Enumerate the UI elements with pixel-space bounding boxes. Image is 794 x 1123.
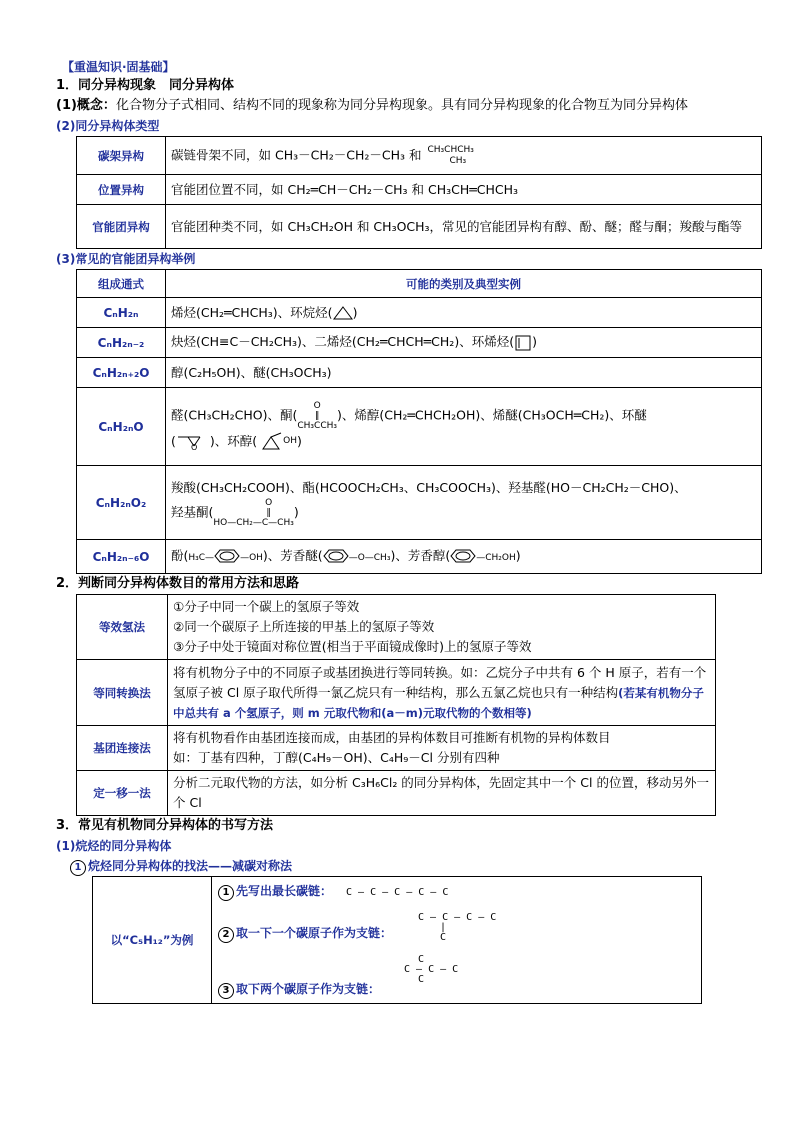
type-desc-text: 碳链骨架不同，如 CH₃－CH₂－CH₂－CH₃ 和 bbox=[171, 147, 422, 162]
general-formula: CₙH₂ₙO₂ bbox=[77, 466, 166, 540]
section-1-title: 1．同分异构现象 同分异构体 bbox=[56, 78, 235, 93]
branch-carbon: C bbox=[418, 974, 425, 985]
examples-text: )、芳香醚( bbox=[262, 547, 323, 563]
table-row bbox=[77, 771, 716, 816]
hk-o: O bbox=[265, 497, 273, 508]
isobutane-bot: CH₃ bbox=[449, 155, 467, 166]
isomer-types-table bbox=[76, 136, 762, 249]
hydroxyketone-structure: O ‖ HO—CH₂—C—CH₃ bbox=[213, 497, 294, 528]
alkane-sub-label: (1)烷烃的同分异构体 bbox=[56, 839, 172, 853]
alcohol-group: —CH₂OH bbox=[476, 552, 516, 563]
page-header: 【重温知识·固基础】 bbox=[62, 60, 175, 74]
table-row bbox=[77, 466, 762, 540]
step-1 bbox=[218, 881, 695, 911]
step-text: 取下两个碳原子作为支链： bbox=[236, 982, 381, 996]
method-line: 将有机物看作由基团连接而成，由基团的异构体数目可推断有机物的异构体数目 bbox=[173, 730, 611, 745]
carbon-chain: C — C — C bbox=[404, 964, 459, 975]
examples-text: 羟基酮( bbox=[171, 504, 214, 519]
step-text: 先写出最长碳链： bbox=[236, 884, 333, 898]
ring-oh-label: OH bbox=[283, 435, 298, 446]
method-line: 如：丁基有四种，丁醇(C₄H₉－OH)、C₄H₉－Cl 分别有四种 bbox=[173, 750, 500, 765]
isobutane-top: CH₃CHCH₃ bbox=[427, 144, 474, 155]
method-line: ②同一个碳原子上所连接的甲基上的氢原子等效 bbox=[173, 619, 435, 634]
circle-number: 1 bbox=[70, 860, 86, 876]
general-formula: CₙH₂ₙ₊₂O bbox=[77, 358, 166, 388]
table-row bbox=[77, 388, 762, 466]
phenol-methyl: H₃C— bbox=[188, 552, 215, 563]
benzene-ring-icon bbox=[214, 548, 240, 564]
table-row bbox=[77, 328, 762, 358]
method-line: ③分子中处于镜面对称位置(相当于平面镜成像时)上的氢原子等效 bbox=[173, 639, 532, 654]
method-desc: 分析二元取代物的方法，如分析 C₃H₆Cl₂ 的同分异构体，先固定其中一个 Cl 的位置，移动另外一个 Cl bbox=[168, 771, 716, 816]
examples-text: )、烯醇(CH₂═CHCH₂OH)、烯醚(CH₃OCH═CH₂)、环醚 bbox=[336, 407, 647, 422]
ketone-chain: CH₃CCH₃ bbox=[297, 420, 337, 431]
examples-text: 烯烃(CH₂═CHCH₃)、环烷烃( bbox=[171, 304, 333, 320]
section-3-title: 3．常见有机物同分异构体的书写方法 bbox=[56, 818, 274, 833]
type-desc bbox=[166, 137, 762, 175]
section-2-title: 2．判断同分异构体数目的常用方法和思路 bbox=[56, 576, 300, 591]
hk-chain: HO—CH₂—C—CH₃ bbox=[213, 517, 294, 528]
epoxide-icon bbox=[176, 433, 210, 451]
table-row bbox=[77, 660, 716, 726]
method-text: 将有机物分子中的不同原子或基团换进行等同转换。如：乙烷分子中共有 6 个 H 原子，若有一个氢原子被 Cl 原子取代所得一氯乙烷只有一种结构，那么五氯乙烷也只有一种结构 bbox=[173, 664, 707, 700]
benzene-ring-icon bbox=[323, 548, 349, 564]
table-row bbox=[77, 205, 762, 249]
examples-line bbox=[171, 401, 756, 431]
general-formula: CₙH₂ₙ₋₆O bbox=[77, 540, 166, 574]
type-desc: 官能团位置不同，如 CH₂═CH－CH₂－CH₃ 和 CH₃CH═CHCH₃ bbox=[166, 175, 762, 205]
isobutane-structure bbox=[428, 145, 474, 167]
method-title: 烷烃同分异构体的找法——减碳对称法 bbox=[88, 859, 293, 873]
examples-cell: 醇(C₂H₅OH)、醚(CH₃OCH₃) bbox=[166, 358, 762, 388]
counting-methods-table bbox=[76, 594, 716, 816]
general-formula: CₙH₂ₙO bbox=[77, 388, 166, 466]
step-2: C — C — C — C | C 2 取一下一个碳原子作为支链： bbox=[218, 911, 695, 955]
type-name: 碳架异构 bbox=[77, 137, 166, 175]
method-line: ①分子中同一个碳上的氢原子等效 bbox=[173, 599, 360, 614]
examples-text: 炔烃(CH≡C－CH₂CH₃)、二烯烃(CH₂═CHCH═CH₂)、环烯烃( bbox=[171, 334, 515, 350]
step-number: 1 bbox=[218, 885, 234, 901]
table-row bbox=[77, 726, 716, 771]
benzene-ring-icon bbox=[450, 548, 476, 564]
type-desc: 官能团种类不同，如 CH₃CH₂OH 和 CH₃OCH₃，常见的官能团异构有醇、酚、醚；醛与酮；羧酸与酯等 bbox=[166, 205, 762, 249]
examples-line: ( O )、环醇( $^{OH}$) bbox=[171, 431, 756, 453]
examples-line: 羟基酮( O ‖ HO—CH₂—C—CH₃ ) bbox=[171, 497, 299, 528]
method-note: (若某有机物分子中总共有 a 个氢原子，则 m 元取代物和(a－m)元取代物的个数相等) bbox=[173, 685, 704, 720]
carbon-chain: C — C — C — C bbox=[418, 912, 497, 923]
examples-text: 醛(CH₃CH₂CHO)、酮( bbox=[171, 407, 298, 422]
examples-text: 酚( bbox=[171, 547, 189, 563]
examples-cell: 烯烃(CH₂═CHCH₃)、环烷烃( ) bbox=[166, 298, 762, 328]
method-name: 基团连接法 bbox=[77, 726, 168, 771]
method-desc bbox=[168, 726, 716, 771]
functional-isomers-table bbox=[76, 269, 762, 574]
example-label: 以“C₅H₁₂”为例 bbox=[93, 877, 212, 1004]
table-header-row bbox=[77, 270, 762, 298]
table-row bbox=[77, 175, 762, 205]
type-name: 官能团异构 bbox=[77, 205, 166, 249]
concept-text: 化合物分子式相同、结构不同的现象称为同分异构现象。具有同分异构现象的化合物互为同分异构体 bbox=[115, 98, 688, 113]
examples-text: )、环醇( bbox=[209, 433, 258, 448]
table-row bbox=[77, 358, 762, 388]
examples-line: 羧酸(CH₃CH₂COOH)、酯(HCOOCH₂CH₃、CH₃COOCH₃)、羟基醛(HO－CH₂CH₂－CHO)、 bbox=[171, 479, 687, 495]
examples-text: ( bbox=[171, 433, 176, 448]
examples-cell: 炔烃(CH≡C－CH₂CH₃)、二烯烃(CH₂═CHCH═CH₂)、环烯烃( ) bbox=[166, 328, 762, 358]
table-row bbox=[77, 595, 716, 660]
concept-label: (1)概念： bbox=[56, 98, 116, 113]
method-desc bbox=[168, 595, 716, 660]
method-name: 等同转换法 bbox=[77, 660, 168, 726]
examples-text: )、芳香醇( bbox=[390, 547, 451, 563]
concept-paragraph bbox=[56, 96, 746, 116]
steps-cell bbox=[212, 877, 702, 1004]
branch-carbon: C bbox=[418, 954, 425, 965]
cyclobutene-icon bbox=[514, 334, 532, 352]
table-row bbox=[77, 137, 762, 175]
method-name: 等效氢法 bbox=[77, 595, 168, 660]
examples-cell bbox=[166, 466, 762, 540]
method-name: 定一移一法 bbox=[77, 771, 168, 816]
table-row bbox=[93, 877, 702, 1004]
method-heading bbox=[70, 856, 746, 876]
step-number: 2 bbox=[218, 927, 234, 943]
method-desc bbox=[168, 660, 716, 726]
type-name: 位置异构 bbox=[77, 175, 166, 205]
acetone-structure: O ‖ CH₃CCH₃ bbox=[297, 400, 337, 431]
common-isomers-label: (3)常见的官能团异构举例 bbox=[56, 252, 196, 266]
table-row bbox=[77, 298, 762, 328]
general-formula: CₙH₂ₙ bbox=[77, 298, 166, 328]
ether-group: —O—CH₃ bbox=[348, 552, 391, 563]
examples-cell: 酚(H₃C— —OH)、芳香醚( —O—CH₃)、芳香醇( —CH₂OH) bbox=[166, 540, 762, 574]
alkane-example-table bbox=[92, 876, 702, 1004]
svg-text:O: O bbox=[190, 442, 198, 451]
step-text: 取一下一个碳原子作为支链： bbox=[236, 926, 393, 940]
types-label: (2)同分异构体类型 bbox=[56, 119, 160, 133]
general-formula: CₙH₂ₙ₋₂ bbox=[77, 328, 166, 358]
cyclopropane-icon bbox=[333, 306, 353, 320]
examples-cell bbox=[166, 388, 762, 466]
carbon-chain: C — C — C — C — C bbox=[346, 887, 449, 898]
table-row bbox=[77, 540, 762, 574]
ketone-o: O bbox=[313, 400, 321, 411]
branch-carbon: C bbox=[440, 932, 447, 943]
step-number: 3 bbox=[218, 983, 234, 999]
col-header-formula: 组成通式 bbox=[77, 270, 166, 298]
col-header-examples: 可能的类别及典型实例 bbox=[166, 270, 762, 298]
cyclopropanol-icon bbox=[257, 431, 303, 453]
step-3 bbox=[218, 955, 695, 999]
phenol-oh: —OH bbox=[240, 552, 263, 563]
